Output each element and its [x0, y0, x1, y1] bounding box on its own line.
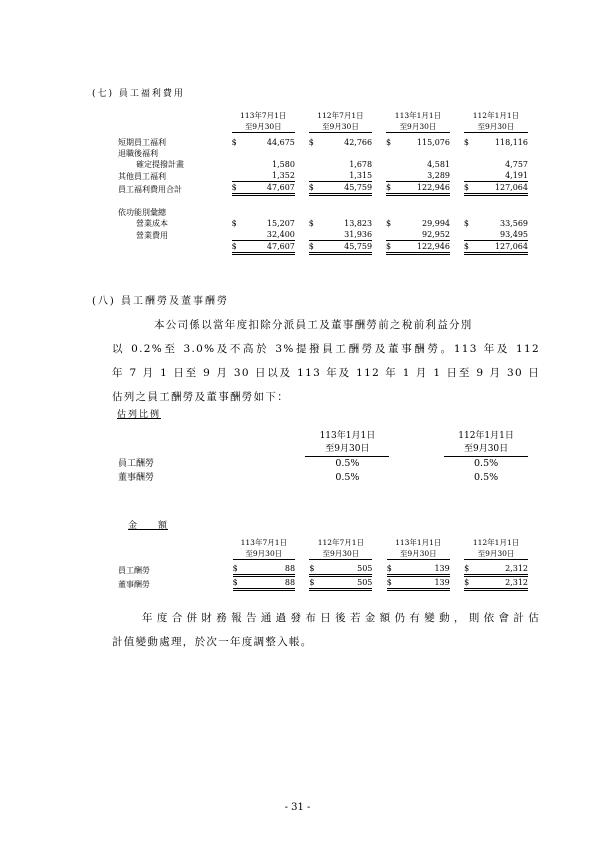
ratio-table — [118, 430, 528, 485]
cell-value — [239, 195, 295, 208]
cell-value: 44,675 — [266, 138, 295, 147]
cell-value — [471, 195, 528, 208]
table-row — [118, 148, 528, 159]
cell-value — [239, 148, 295, 159]
cell-value — [239, 207, 295, 218]
table-row — [118, 170, 528, 182]
currency-sign — [232, 195, 240, 208]
currency-sign: $ — [308, 219, 314, 228]
paragraph-1-line: 本公司係以當年度扣除分派員工及董事酬勞前之稅前利益分別 — [154, 319, 473, 331]
currency-sign — [464, 195, 472, 208]
cell-value: 47,607 — [239, 241, 295, 254]
cell-value: 93,495 — [471, 229, 528, 241]
currency-sign: $ — [231, 138, 237, 147]
currency-sign — [232, 229, 240, 241]
currency-sign: $ — [309, 182, 317, 195]
row-label: 員工酬勞 — [118, 565, 150, 575]
paragraph-2-line: 計值變動處理，於次一年度調整入帳。 — [112, 636, 313, 648]
currency-sign — [386, 159, 394, 170]
row-label: 確定提撥計畫 — [136, 160, 184, 169]
cell-value: 92,952 — [394, 229, 450, 241]
cell-value: 32,400 — [239, 229, 295, 241]
currency-sign — [309, 159, 317, 170]
table-row — [118, 195, 528, 208]
cell-value: 505 — [317, 576, 372, 590]
currency-sign: $ — [386, 241, 394, 254]
ratio-header-2-sub: 至9月30日 — [444, 442, 528, 457]
row-label: 營業成本 — [136, 219, 168, 228]
row-label: 員工酬勞 — [118, 459, 155, 469]
currency-sign — [464, 148, 472, 159]
currency-sign: $ — [387, 563, 395, 576]
row-label — [118, 241, 227, 254]
currency-sign — [386, 170, 394, 182]
paragraph-2-line: 年度合併財務報告通過發布日後若金額仍有變動，則依會計估 — [142, 612, 540, 624]
cell-value: 2,312 — [472, 576, 528, 590]
table-row — [118, 563, 528, 576]
cell-value: 33,569 — [500, 219, 528, 228]
paragraph-1-line: 以 0.2%至 3.0%及不高於 3%提撥員工酬勞及董事酬勞。113 年及 112 — [112, 343, 540, 355]
table-row — [118, 241, 528, 254]
amount-header-1-sub: 至9月30日 — [233, 548, 295, 560]
currency-sign: $ — [387, 576, 395, 590]
row-label — [118, 195, 227, 208]
currency-sign: $ — [231, 219, 237, 228]
table-row — [118, 137, 528, 148]
cell-value: 2,312 — [472, 563, 528, 576]
paragraph-2 — [112, 606, 540, 654]
currency-sign — [232, 148, 240, 159]
currency-sign — [309, 207, 317, 218]
currency-sign — [232, 159, 240, 170]
currency-sign: $ — [385, 138, 392, 147]
currency-sign: $ — [464, 182, 472, 195]
cell-value — [394, 148, 450, 159]
cell-value: 1,352 — [239, 170, 295, 182]
table-row — [118, 159, 528, 170]
ratio-header-2: 112年1月1日 — [458, 431, 514, 441]
table-row — [118, 576, 528, 590]
cell-value: 88 — [240, 563, 295, 576]
row-label: 董事酬勞 — [118, 579, 150, 589]
header-col-1-sub: 至9月30日 — [232, 121, 295, 133]
currency-sign — [309, 195, 317, 208]
currency-sign: $ — [308, 138, 314, 147]
currency-sign: $ — [464, 241, 472, 254]
amount-header-1: 113年7月1日 — [240, 538, 287, 547]
row-label: 短期員工福利 — [118, 138, 166, 147]
currency-sign — [386, 195, 394, 208]
amount-header-3-sub: 至9月30日 — [387, 548, 450, 560]
cell-value — [316, 195, 372, 208]
currency-sign: $ — [233, 563, 241, 576]
ratio-title: 估列比例 — [117, 410, 162, 420]
cell-value: 115,076 — [416, 138, 450, 147]
cell-value: 118,116 — [494, 138, 528, 147]
currency-sign: $ — [464, 563, 472, 576]
currency-sign — [386, 229, 394, 241]
currency-sign: $ — [463, 219, 469, 228]
cell-value — [471, 207, 528, 218]
header-col-2: 112年7月1日 — [317, 111, 364, 120]
cell-value: 4,191 — [471, 170, 528, 182]
cell-value: 127,064 — [471, 241, 528, 254]
paragraph-1 — [112, 313, 540, 409]
currency-sign — [464, 170, 472, 182]
row-label: 退職後福利 — [118, 149, 158, 158]
cell-value: 47,607 — [239, 182, 295, 195]
currency-sign — [309, 229, 317, 241]
header-col-1: 113年7月1日 — [240, 111, 287, 120]
cell-value: 0.5% — [335, 458, 360, 469]
currency-sign: $ — [309, 563, 317, 576]
page-number: - 31 - — [284, 802, 311, 813]
amount-header-2: 112年7月1日 — [317, 538, 365, 547]
cell-value — [316, 207, 372, 218]
currency-sign: $ — [463, 138, 469, 147]
row-label: 董事酬勞 — [118, 473, 155, 483]
cell-value: 88 — [240, 576, 295, 590]
cell-value: 4,581 — [427, 160, 450, 169]
table-row — [118, 229, 528, 241]
table-row — [118, 182, 528, 195]
currency-sign — [464, 159, 472, 170]
ratio-header-1: 113年1月1日 — [319, 431, 376, 441]
cell-value: 3,289 — [394, 170, 450, 182]
cell-value: 29,994 — [422, 219, 450, 228]
cell-value: 1,678 — [349, 160, 373, 169]
cell-value: 127,064 — [471, 182, 528, 195]
cell-value: 13,823 — [344, 219, 373, 228]
currency-sign — [386, 207, 394, 218]
currency-sign — [232, 170, 240, 182]
cell-value: 122,946 — [394, 241, 450, 254]
row-label: 營業費用 — [136, 230, 168, 240]
cell-value: 45,759 — [316, 182, 372, 195]
amount-header-3: 113年1月1日 — [395, 538, 442, 547]
table-row — [118, 218, 528, 229]
amount-header-4: 112年1月1日 — [472, 538, 520, 547]
amount-header-2-sub: 至9月30日 — [309, 548, 372, 560]
currency-sign: $ — [232, 182, 240, 195]
currency-sign: $ — [309, 241, 317, 254]
table-row — [118, 457, 528, 472]
header-col-3: 113年1月1日 — [394, 111, 442, 120]
cell-value: 42,766 — [344, 138, 373, 147]
header-col-4: 112年1月1日 — [472, 111, 520, 120]
currency-sign: $ — [232, 241, 240, 254]
header-col-2-sub: 至9月30日 — [309, 121, 372, 133]
cell-value: 31,936 — [316, 229, 372, 241]
cell-value: 139 — [394, 563, 449, 576]
cell-value: 122,946 — [394, 182, 450, 195]
row-label: 員工福利費用合計 — [118, 184, 182, 194]
currency-sign: $ — [233, 576, 241, 590]
row-label: 其他員工福利 — [118, 171, 166, 181]
cell-value — [394, 207, 450, 218]
header-col-3-sub: 至9月30日 — [386, 121, 450, 133]
cell-value: 1,580 — [272, 160, 295, 169]
section-7-title: (七) 員工福利費用 — [92, 89, 185, 99]
section-8-title: (八) 員工酬勞及董事酬勞 — [92, 296, 229, 307]
currency-sign — [386, 148, 394, 159]
currency-sign: $ — [385, 219, 392, 228]
table-row — [118, 471, 528, 485]
currency-sign: $ — [309, 576, 317, 590]
currency-sign: $ — [464, 576, 472, 590]
cell-value: 139 — [394, 576, 449, 590]
table-row — [118, 207, 528, 218]
cell-value: 0.5% — [335, 472, 360, 483]
currency-sign: $ — [386, 182, 394, 195]
currency-sign — [464, 207, 472, 218]
paragraph-1-line: 估列之員工酬勞及董事酬勞如下： — [112, 391, 289, 403]
currency-sign — [309, 170, 317, 182]
cell-value: 505 — [317, 563, 372, 576]
ratio-header-1-sub: 至9月30日 — [305, 442, 389, 457]
row-label: 依功能別彙總 — [118, 208, 166, 217]
currency-sign — [232, 207, 240, 218]
cell-value: 45,759 — [316, 241, 372, 254]
cell-value: 15,207 — [266, 219, 295, 228]
amount-table — [118, 537, 528, 591]
header-col-4-sub: 至9月30日 — [464, 121, 528, 133]
cell-value — [471, 148, 528, 159]
amount-header-4-sub: 至9月30日 — [464, 548, 528, 560]
cell-value: 1,315 — [316, 170, 372, 182]
cell-value: 0.5% — [474, 472, 499, 483]
cell-value — [316, 148, 372, 159]
cell-value — [394, 195, 450, 208]
currency-sign — [309, 148, 317, 159]
paragraph-1-line: 年 7 月 1 日至 9 月 30 日以及 113 年及 112 年 1 月 1 日至 9 月 30 日 — [112, 367, 540, 379]
cell-value: 0.5% — [474, 458, 499, 469]
amount-title: 金 額 — [128, 521, 169, 531]
cell-value: 4,757 — [505, 160, 528, 169]
employee-benefit-table — [118, 110, 528, 255]
currency-sign — [464, 229, 472, 241]
